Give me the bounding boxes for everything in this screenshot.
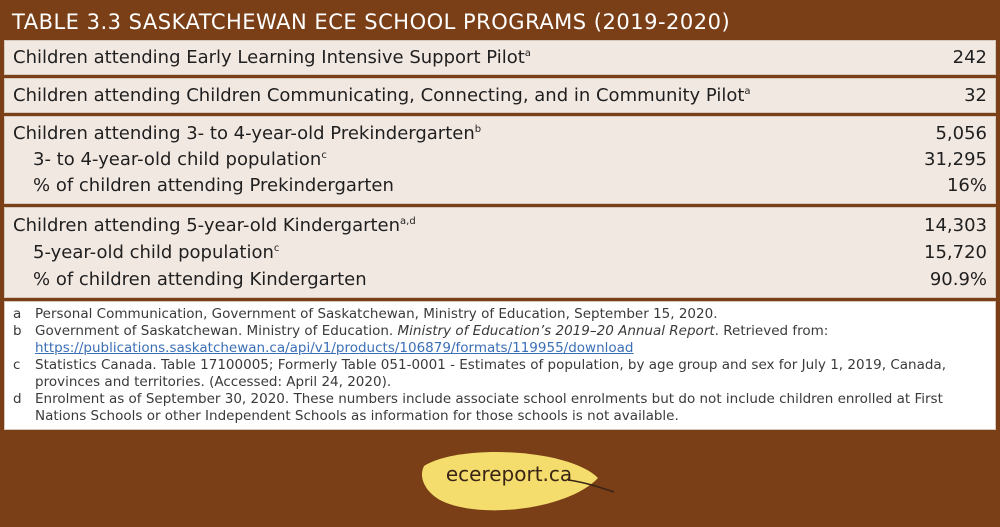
footnotes xyxy=(4,301,996,430)
row-value: 14,303 xyxy=(924,215,987,236)
row-label: Children attending Early Learning Intensive Support Pilot$^a$ xyxy=(13,47,531,68)
table-row xyxy=(5,147,995,173)
row-label: Children attending Children Communicating, Connecting, and in Community Pilot$^a$ xyxy=(13,85,751,106)
footnote-ref: a,d xyxy=(400,216,416,227)
footnote-d: d Enrolment as of September 30, 2020. These numbers include associate school enrolments but do not include children enrolled at First Nations Schools or other Independent Schools as information for those schools is not available. xyxy=(13,391,943,424)
table-row xyxy=(5,212,995,239)
footnote-ref: a xyxy=(744,86,751,97)
row-label: 3- to 4-year-old child population$^c$ xyxy=(33,149,327,170)
table-row xyxy=(5,121,995,147)
row-label: 5-year-old child population$^c$ xyxy=(33,242,280,263)
row-group-kindergarten xyxy=(4,207,996,298)
row-label: Children attending 5-year-old Kindergarten$^{a,d}$ xyxy=(13,215,416,236)
table-title: TABLE 3.3 SASKATCHEWAN ECE SCHOOL PROGRAMS (2019-2020) xyxy=(12,10,731,34)
row-value: 32 xyxy=(964,85,987,106)
row-label: % of children attending Prekindergarten xyxy=(33,175,394,196)
table-row xyxy=(5,173,995,199)
row-label: % of children attending Kindergarten xyxy=(33,269,367,290)
row-group-elis xyxy=(4,40,996,75)
row-value: 15,720 xyxy=(924,242,987,263)
brand-url[interactable]: ecereport.ca xyxy=(445,462,573,486)
row-value: 16% xyxy=(946,175,987,196)
row-value: 90.9% xyxy=(929,269,987,290)
row-label: Children attending 3- to 4-year-old Prekindergarten$^b$ xyxy=(13,123,482,144)
row-value: 31,295 xyxy=(924,149,987,170)
footnote-b: b Government of Saskatchewan. Ministry of Education. Ministry of Education’s 2019–20 Annual Report. Retrieved from: https://publications.saskatchewan.ca/api/v1/products/106879/formats/119955/download xyxy=(13,323,829,356)
footnote-a: a Personal Communication, Government of Saskatchewan, Ministry of Education, September 15, 2020. xyxy=(13,306,718,322)
row-group-cccc xyxy=(4,78,996,113)
table-row xyxy=(5,85,995,106)
footnote-c: c Statistics Canada. Table 17100005; Formerly Table 051-0001 - Estimates of population, by age group and sex for July 1, 2019, Canada, provinces and territories. (Accessed: April 24, 2020). xyxy=(13,357,946,390)
footnote-ref: a xyxy=(524,48,531,59)
table-row xyxy=(5,47,995,68)
footnote-ref: c xyxy=(273,243,280,254)
row-value: 242 xyxy=(952,47,987,68)
table-row xyxy=(5,239,995,266)
report-link[interactable]: https://publications.saskatchewan.ca/api/v1/products/106879/formats/119955/download xyxy=(35,340,634,356)
table-row xyxy=(5,266,995,293)
footnote-ref: b xyxy=(474,124,482,135)
row-group-prekindergarten xyxy=(4,116,996,204)
footnote-ref: c xyxy=(321,150,327,161)
data-table xyxy=(4,40,996,430)
row-value: 5,056 xyxy=(935,123,987,144)
